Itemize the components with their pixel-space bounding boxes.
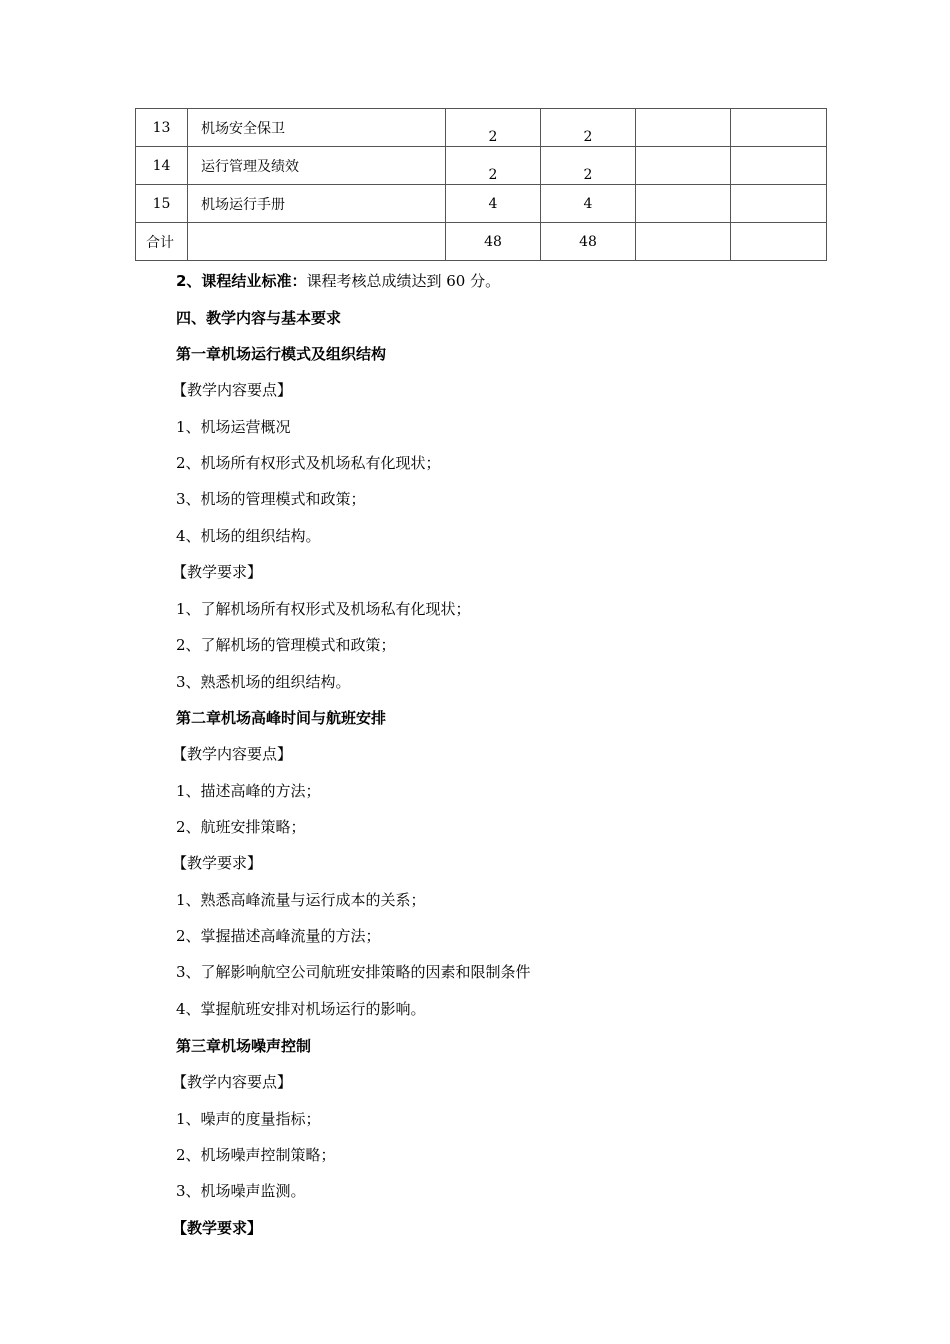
row-topic: 机场安全保卫	[188, 109, 446, 147]
row-number: 13	[136, 109, 188, 147]
list-item: 2、掌握描述高峰流量的方法；	[176, 927, 381, 945]
list-item: 3、机场噪声监测。	[176, 1182, 306, 1200]
section-heading: 四、教学内容与基本要求	[176, 309, 342, 327]
list-item: 3、了解影响航空公司航班安排策略的因素和限制条件	[176, 963, 531, 981]
completion-standard-label: 2、课程结业标准：	[176, 272, 307, 290]
row-hours-total: 4	[446, 185, 541, 223]
chapter3-content-title: 【教学内容要点】	[172, 1073, 293, 1091]
total-d	[731, 223, 827, 261]
total-c	[636, 223, 731, 261]
table-row	[136, 147, 827, 185]
list-item: 1、噪声的度量指标；	[176, 1110, 321, 1128]
list-item: 1、机场运营概况	[176, 418, 291, 436]
table-row	[136, 185, 827, 223]
chapter2-requirements-title: 【教学要求】	[172, 854, 263, 872]
chapter1-requirements-title: 【教学要求】	[172, 563, 263, 581]
row-number: 15	[136, 185, 188, 223]
list-item: 4、机场的组织结构。	[176, 527, 321, 545]
row-hours-d	[731, 109, 827, 147]
list-item: 1、描述高峰的方法；	[176, 782, 321, 800]
list-item: 2、机场所有权形式及机场私有化现状；	[176, 454, 441, 472]
row-hours-total: 2	[446, 109, 541, 147]
row-hours-lecture: 2	[541, 109, 636, 147]
row-hours-c	[636, 109, 731, 147]
list-item: 2、了解机场的管理模式和政策；	[176, 636, 396, 654]
chapter3-requirements-title: 【教学要求】	[172, 1219, 263, 1237]
completion-standard-text: 课程考核总成绩达到 60 分。	[306, 272, 501, 290]
table-row	[136, 109, 827, 147]
total-lecture-hours: 48	[541, 223, 636, 261]
row-hours-d	[731, 185, 827, 223]
list-item: 1、熟悉高峰流量与运行成本的关系；	[176, 891, 426, 909]
list-item: 1、了解机场所有权形式及机场私有化现状；	[176, 600, 471, 618]
row-hours-d	[731, 147, 827, 185]
list-item: 2、机场噪声控制策略；	[176, 1146, 336, 1164]
completion-standard	[176, 271, 500, 291]
total-label: 合计	[136, 223, 188, 261]
row-hours-lecture: 4	[541, 185, 636, 223]
total-hours: 48	[446, 223, 541, 261]
row-topic: 运行管理及绩效	[188, 147, 446, 185]
list-item: 4、掌握航班安排对机场运行的影响。	[176, 1000, 426, 1018]
list-item: 3、熟悉机场的组织结构。	[176, 673, 351, 691]
table-total-row	[136, 223, 827, 261]
row-hours-c	[636, 147, 731, 185]
class-hours-table	[135, 108, 827, 261]
chapter2-content-title: 【教学内容要点】	[172, 745, 293, 763]
list-item: 3、机场的管理模式和政策；	[176, 490, 366, 508]
chapter1-heading: 第一章机场运行模式及组织结构	[176, 345, 387, 363]
list-item: 2、航班安排策略；	[176, 818, 306, 836]
row-topic: 机场运行手册	[188, 185, 446, 223]
row-number: 14	[136, 147, 188, 185]
row-hours-c	[636, 185, 731, 223]
row-hours-lecture: 2	[541, 147, 636, 185]
chapter2-heading: 第二章机场高峰时间与航班安排	[176, 709, 387, 727]
total-topic	[188, 223, 446, 261]
chapter1-content-title: 【教学内容要点】	[172, 381, 293, 399]
row-hours-total: 2	[446, 147, 541, 185]
chapter3-heading: 第三章机场噪声控制	[176, 1037, 312, 1055]
